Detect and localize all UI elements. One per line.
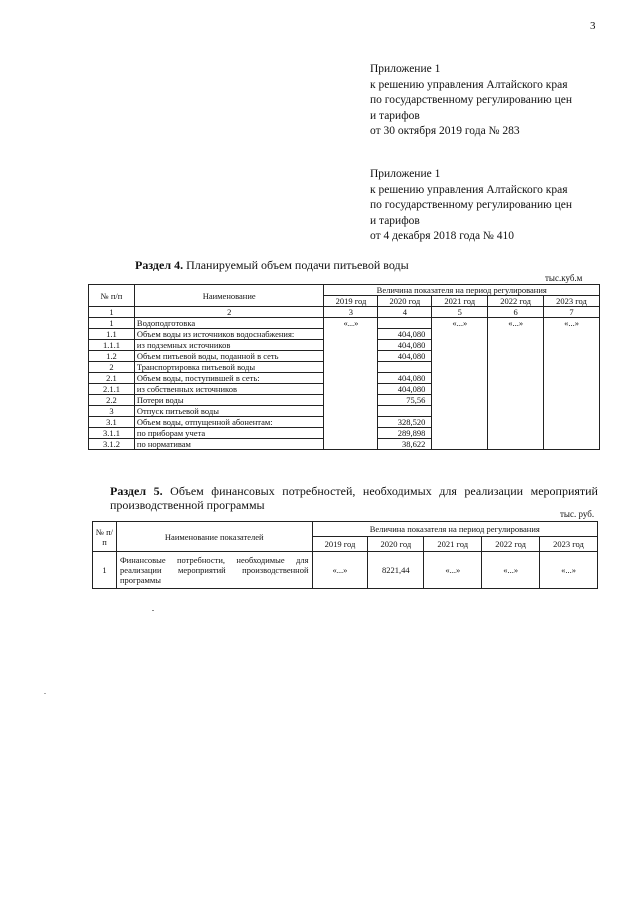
- financial-needs-table: [92, 521, 598, 589]
- header-year: 2019 год: [324, 296, 378, 307]
- row-name: Финансовые потребности, необходимые для реализации мероприятий производственной программы: [116, 552, 312, 589]
- row-num: 1.1.1: [89, 340, 135, 351]
- row-name: Объем воды из источников водоснабжения:: [134, 329, 324, 340]
- row-num: 1.2: [89, 351, 135, 362]
- row-num: 2.1.1: [89, 384, 135, 395]
- row-name: Транспортировка питьевой воды: [134, 362, 324, 373]
- annex-line: и тарифов: [370, 109, 420, 122]
- col-number: 3: [324, 307, 378, 318]
- section5-title: [110, 484, 598, 512]
- annex-line: от 30 октября 2019 года № 283: [370, 125, 520, 137]
- row-name: по приборам учета: [134, 428, 324, 439]
- cell-2020: 328,520: [378, 417, 432, 428]
- cell-2019: «...»: [324, 318, 378, 450]
- section5-title-text: Объем финансовых потребностей, необходимых для реализации мероприятий производственной программы: [110, 484, 598, 512]
- annex-line: от 4 декабря 2018 года № 410: [370, 230, 515, 242]
- header-name: Наименование показателей: [116, 522, 312, 552]
- section4-title: [135, 258, 409, 273]
- cell-2020: 404,080: [378, 340, 432, 351]
- header-year: 2023 год: [540, 537, 598, 552]
- section5-label: Раздел 5.: [110, 484, 163, 498]
- cell-2020: 8221,44: [368, 552, 424, 589]
- row-num: 2.2: [89, 395, 135, 406]
- annex-line: к решению управления Алтайского края: [370, 78, 568, 91]
- row-num: 3.1: [89, 417, 135, 428]
- row-name: из подземных источников: [134, 340, 324, 351]
- cell-2020: 404,080: [378, 351, 432, 362]
- header-year: 2022 год: [488, 296, 544, 307]
- cell-2022: «...»: [482, 552, 540, 589]
- cell-2020: [378, 362, 432, 373]
- table-row: [93, 552, 598, 589]
- page-number: 3: [590, 20, 596, 32]
- annex-line: и тарифов: [370, 214, 420, 227]
- row-name: Объем воды, отпущенной абонентам:: [134, 417, 324, 428]
- row-name: Водоподготовка: [134, 318, 324, 329]
- header-name: Наименование: [134, 285, 324, 307]
- annex-line: Приложение 1: [370, 63, 441, 75]
- col-number: 2: [134, 307, 324, 318]
- header-year: 2021 год: [424, 537, 482, 552]
- section4-label: Раздел 4.: [135, 258, 184, 272]
- header-period: Величина показателя на период регулирования: [312, 522, 597, 537]
- cell-2020: 75,56: [378, 395, 432, 406]
- cell-2021: «...»: [424, 552, 482, 589]
- header-year: 2020 год: [378, 296, 432, 307]
- row-name: Объем питьевой воды, поданной в сеть: [134, 351, 324, 362]
- row-num: 1: [93, 552, 117, 589]
- row-name: из собственных источников: [134, 384, 324, 395]
- col-number: 7: [544, 307, 600, 318]
- annex-line: по государственному регулированию цен: [370, 94, 573, 106]
- row-num: 3: [89, 406, 135, 417]
- header-year: 2023 год: [544, 296, 600, 307]
- annex-line: к решению управления Алтайского края: [370, 183, 568, 196]
- cell-2023: «...»: [540, 552, 598, 589]
- annex-header-previous: [370, 167, 572, 245]
- cell-2021: «...»: [432, 318, 488, 450]
- annex-line: Приложение 1: [370, 168, 441, 180]
- cell-2019: «...»: [312, 552, 368, 589]
- header-year: 2019 год: [312, 537, 368, 552]
- cell-2023: «...»: [544, 318, 600, 450]
- table-row: [89, 318, 600, 329]
- annex-header-current: [370, 62, 572, 140]
- cell-2020: [378, 318, 432, 329]
- row-num: 3.1.2: [89, 439, 135, 450]
- header-year: 2020 год: [368, 537, 424, 552]
- col-number: 4: [378, 307, 432, 318]
- header-num: № п/п: [89, 285, 135, 307]
- header-year: 2021 год: [432, 296, 488, 307]
- cell-2020: 404,080: [378, 329, 432, 340]
- col-number: 1: [89, 307, 135, 318]
- col-number: 6: [488, 307, 544, 318]
- row-name: Отпуск питьевой воды: [134, 406, 324, 417]
- water-supply-table: [88, 284, 600, 450]
- cell-2020: 404,080: [378, 384, 432, 395]
- cell-2020: 38,622: [378, 439, 432, 450]
- scan-speck: [152, 610, 154, 611]
- row-num: 3.1.1: [89, 428, 135, 439]
- row-num: 2: [89, 362, 135, 373]
- cell-2020: 289,898: [378, 428, 432, 439]
- header-year: 2022 год: [482, 537, 540, 552]
- section4-title-text: Планируемый объем подачи питьевой воды: [186, 258, 409, 272]
- row-num: 1.1: [89, 329, 135, 340]
- cell-2022: «...»: [488, 318, 544, 450]
- col-number: 5: [432, 307, 488, 318]
- header-period: Величина показателя на период регулирования: [324, 285, 600, 296]
- cell-2020: [378, 406, 432, 417]
- section5-unit: тыс. руб.: [560, 509, 595, 519]
- scan-speck: [44, 693, 46, 694]
- row-name: по нормативам: [134, 439, 324, 450]
- section4-unit: тыс.куб.м: [545, 273, 583, 283]
- row-name: Потери воды: [134, 395, 324, 406]
- row-name: Объем воды, поступившей в сеть:: [134, 373, 324, 384]
- annex-line: по государственному регулированию цен: [370, 199, 573, 211]
- header-num: № п/ п: [93, 522, 117, 552]
- row-num: 1: [89, 318, 135, 329]
- row-num: 2.1: [89, 373, 135, 384]
- cell-2020: 404,080: [378, 373, 432, 384]
